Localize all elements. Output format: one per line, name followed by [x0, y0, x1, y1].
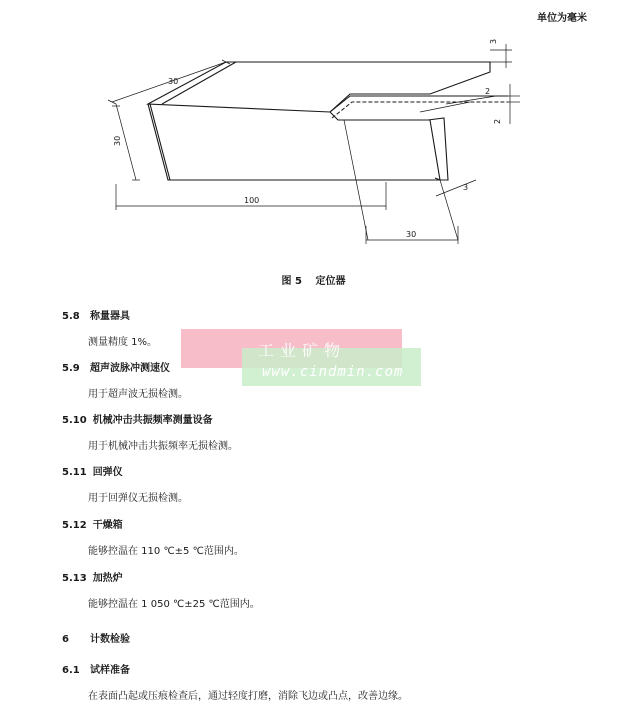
block-front-inner	[150, 104, 170, 180]
section-heading-5-8: 5.8 称量器具	[62, 311, 130, 322]
svg-text:3: 3	[489, 38, 498, 44]
unit-note: 单位为毫米	[537, 13, 587, 24]
caption-title: 定位器	[315, 276, 346, 287]
svg-text:2: 2	[493, 118, 502, 124]
section-heading-5-10: 5.10 机械冲击共振频率测量设备	[62, 415, 213, 426]
block-step	[330, 112, 440, 180]
locator-figure	[0, 28, 627, 268]
section-body-5-11: 用于回弹仪无损检测。	[88, 493, 188, 504]
svg-text:30: 30	[113, 135, 122, 146]
block-front-face	[148, 104, 440, 180]
section-heading-5-9: 5.9 超声波脉冲测速仪	[62, 363, 170, 374]
figure-caption	[0, 272, 627, 287]
section-body-5-10: 用于机械冲击共振频率无损检测。	[88, 441, 238, 452]
caption-label: 图 5	[281, 276, 302, 287]
svg-text:30: 30	[406, 230, 417, 239]
section-heading-5-11: 5.11 回弹仪	[62, 467, 123, 478]
watermark-text-url: www.cindmin.com	[262, 364, 404, 380]
section-heading-6-1: 6.1 试样准备	[62, 665, 130, 676]
svg-text:3: 3	[463, 183, 469, 192]
svg-text:30: 30	[168, 77, 179, 86]
section-heading-6: 6 计数检验	[62, 634, 130, 645]
section-heading-5-13: 5.13 加热炉	[62, 573, 123, 584]
block-top-face	[148, 62, 490, 112]
section-heading-5-12: 5.12 干燥箱	[62, 520, 123, 531]
section-body-5-9: 用于超声波无损检测。	[88, 389, 188, 400]
block-slot-lower	[332, 102, 508, 118]
svg-text:100: 100	[244, 196, 260, 205]
watermark-text-cn: 工业矿物	[258, 341, 347, 360]
section-body-5-8: 测量精度 1%。	[88, 337, 158, 348]
svg-text:2: 2	[485, 87, 491, 96]
section-body-6-1: 在表面凸起或压痕检查后，通过轻度打磨，消除飞边或凸点，改善边缘。	[88, 691, 408, 702]
section-body-5-13: 能够控温在 1 050 ℃±25 ℃范围内。	[88, 599, 260, 610]
section-body-5-12: 能够控温在 110 ℃±5 ℃范围内。	[88, 546, 244, 557]
